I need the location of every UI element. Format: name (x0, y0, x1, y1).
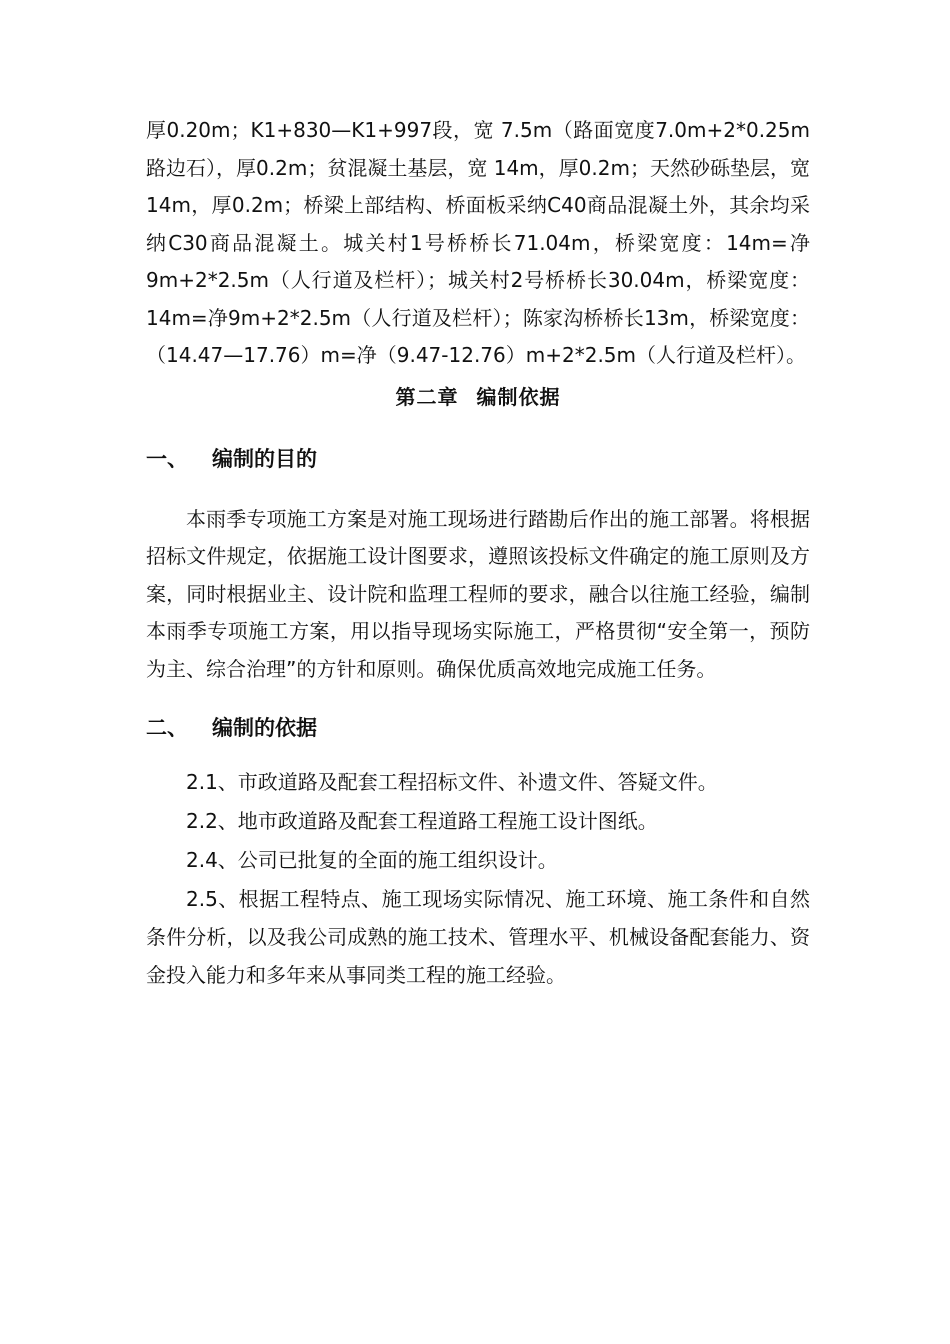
section-title: 编制的目的 (212, 446, 317, 471)
chapter-title: 第二章 编制依据 (395, 384, 561, 409)
intro-paragraph: 厚0.20m；K1+830—K1+997段，宽 7.5m（路面宽度7.0m+2*0.25m路边石），厚0.2m；贫混凝土基层，宽 14m，厚0.2m；天然砂砾垫层，宽14m，厚0.2m；桥梁上部结构、桥面板采纳C40商品混凝土外，其余均采纳C30商品混凝土。城关村1号桥桥长71.04m，桥梁宽度：14m=净9m+2*2.5m（人行道及栏杆）；城关村2号桥桥长30.04m，桥梁宽度：14m=净9m+2*2.5m（人行道及栏杆）；陈家沟桥桥长13m，桥梁宽度：（14.47—17.76）m=净（9.47-12.76）m+2*2.5m（人行道及栏杆）。 (146, 118, 810, 367)
basis-item: 2.4、公司已批复的全面的施工组织设计。 (186, 848, 558, 872)
basis-item: 2.5、根据工程特点、施工现场实际情况、施工环境、施工条件和自然条件分析，以及我公司成熟的施工技术、管理水平、机械设备配套能力、资金投入能力和多年来从事同类工程的施工经验。 (146, 887, 810, 987)
basis-item: 2.2、地市政道路及配套工程道路工程施工设计图纸。 (186, 809, 658, 833)
section-heading-purpose (146, 441, 810, 477)
purpose-paragraph: 本雨季专项施工方案是对施工现场进行踏勘后作出的施工部署。将根据招标文件规定，依据施工设计图要求，遵照该投标文件确定的施工原则及方案，同时根据业主、设计院和监理工程师的要求，融合以往施工经验，编制本雨季专项施工方案，用以指导现场实际施工，严格贯彻“安全第一，预防为主、综合治理”的方针和原则。确保优质高效地完成施工任务。 (146, 506, 810, 681)
section-heading-basis (146, 710, 810, 746)
basis-item: 2.1、市政道路及配套工程招标文件、补遗文件、答疑文件。 (186, 770, 718, 794)
document-body (146, 112, 810, 994)
section-title: 编制的依据 (212, 716, 317, 740)
section-number: 二、 (146, 716, 188, 740)
section-number: 一、 (146, 446, 188, 471)
